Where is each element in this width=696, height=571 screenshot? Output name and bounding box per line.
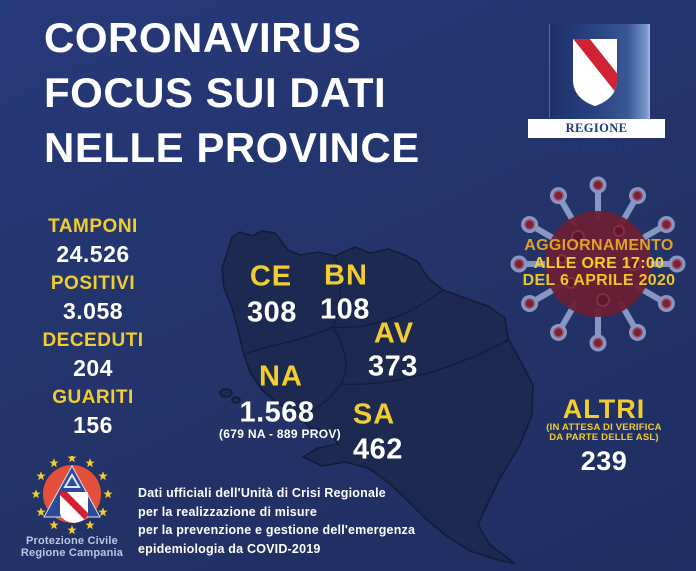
footer-line-4: epidemiologia da COVID-2019 bbox=[138, 541, 321, 556]
page-title bbox=[44, 10, 420, 175]
province-value-bn: 108 bbox=[320, 293, 370, 326]
footer-line-3: per la prevenzione e gestione dell'emergenza bbox=[138, 523, 416, 537]
region-logo-box bbox=[549, 24, 650, 134]
title-line-3: NELLE PROVINCE bbox=[44, 124, 420, 171]
province-note-na: (679 NA - 889 PROV) bbox=[219, 427, 341, 441]
altri-panel bbox=[518, 396, 690, 475]
altri-label: ALTRI bbox=[562, 394, 646, 424]
update-line-1: AGGIORNAMENTO bbox=[524, 237, 674, 254]
province-code-av: AV bbox=[373, 317, 415, 350]
province-code-bn: BN bbox=[324, 259, 368, 292]
island-ischia bbox=[220, 389, 232, 397]
stat-value: 204 bbox=[73, 355, 113, 381]
region-logo-caption: REGIONE CAMPANIA bbox=[528, 119, 665, 138]
stat-label: TAMPONI bbox=[48, 216, 138, 237]
stat-positivi bbox=[13, 271, 173, 326]
pc-caption-line-1: Protezione Civile bbox=[25, 535, 119, 547]
province-code-ce: CE bbox=[249, 260, 293, 293]
stat-label: DECEDUTI bbox=[42, 330, 144, 351]
region-shield-icon bbox=[572, 38, 618, 108]
stats-panel bbox=[13, 214, 173, 442]
pc-caption-line-2: Regione Campania bbox=[20, 546, 124, 559]
altri-note-1: (IN ATTESA DI VERIFICA bbox=[546, 422, 662, 433]
update-line-3: DEL 6 APRILE 2020 bbox=[522, 272, 676, 289]
stat-deceduti bbox=[13, 328, 173, 383]
footer-line-2: per la realizzazione di misure bbox=[138, 504, 317, 519]
protezione-civile-caption bbox=[12, 536, 132, 559]
title-line-2: FOCUS SUI DATI bbox=[44, 69, 387, 116]
province-code-na: NA bbox=[259, 360, 303, 393]
altri-value: 239 bbox=[580, 446, 628, 476]
altri-note-2: DA PARTE DELLE ASL) bbox=[549, 432, 659, 443]
update-line-2: ALLE ORE 17:00 bbox=[533, 254, 665, 272]
title-line-1: CORONAVIRUS bbox=[44, 14, 362, 61]
stat-label: POSITIVI bbox=[50, 273, 136, 294]
footer-disclaimer bbox=[138, 484, 415, 558]
protezione-civile-logo bbox=[22, 456, 122, 534]
province-value-na: 1.568 bbox=[239, 396, 315, 429]
footer-line-1: Dati ufficiali dell'Unità di Crisi Regionale bbox=[138, 486, 386, 500]
province-value-sa: 462 bbox=[353, 433, 403, 466]
province-value-ce: 308 bbox=[247, 296, 297, 329]
update-badge bbox=[508, 237, 690, 290]
stat-label: GUARITI bbox=[52, 387, 134, 408]
stat-guariti bbox=[13, 385, 173, 440]
stat-value: 3.058 bbox=[62, 298, 124, 324]
province-code-sa: SA bbox=[352, 398, 396, 431]
stat-value: 156 bbox=[73, 412, 113, 438]
province-value-av: 373 bbox=[368, 350, 418, 383]
stat-value: 24.526 bbox=[56, 241, 130, 267]
stat-tamponi bbox=[13, 214, 173, 269]
